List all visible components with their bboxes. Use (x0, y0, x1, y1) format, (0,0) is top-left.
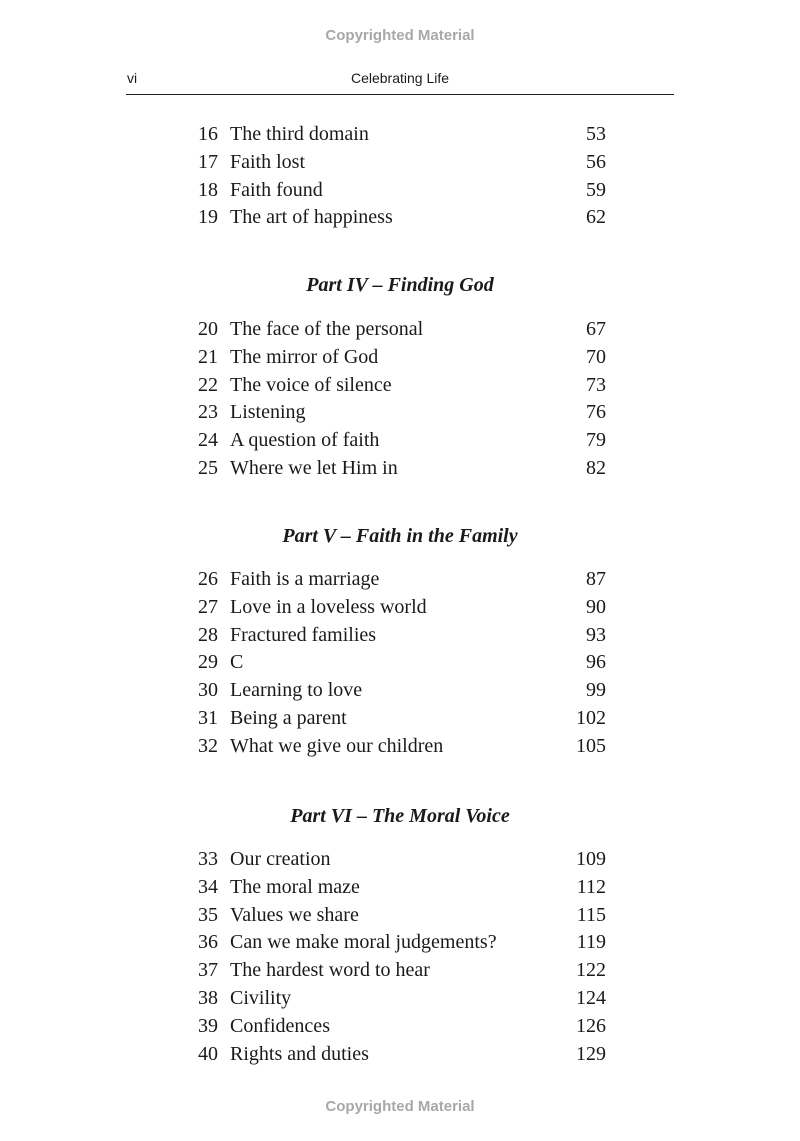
toc-entry (190, 455, 610, 483)
page-number: 126 (576, 1014, 606, 1037)
toc-entry (190, 566, 610, 594)
page-number: 99 (586, 679, 606, 702)
chapter-title: Faith is a marriage (230, 568, 380, 590)
chapter-title: Our creation (230, 848, 331, 870)
page-number: 56 (586, 150, 606, 173)
page-number: 67 (586, 318, 606, 340)
toc-group (190, 566, 610, 761)
chapter-title: A question of faith (230, 429, 380, 452)
running-head (126, 68, 674, 95)
chapter-title: Faith found (230, 178, 323, 201)
toc-entry (190, 985, 610, 1013)
page-number: 73 (586, 373, 606, 396)
chapter-number: 34 (198, 875, 218, 898)
page-number: 119 (576, 931, 606, 954)
toc-entry (190, 204, 610, 232)
chapter-title: Confidences (230, 1014, 330, 1037)
toc-entry (190, 344, 610, 372)
toc-entry (190, 902, 610, 930)
chapter-title: The mirror of God (230, 345, 379, 368)
part-heading: Part VI – The Moral Voice (290, 805, 510, 827)
chapter-number: 27 (198, 595, 218, 618)
chapter-number: 20 (198, 318, 218, 340)
page-number: 109 (576, 848, 606, 870)
chapter-number: 30 (198, 679, 218, 702)
toc-entry (190, 874, 610, 902)
chapter-title: Rights and duties (230, 1042, 369, 1065)
page-number: 53 (586, 123, 606, 145)
chapter-number: 19 (198, 206, 218, 229)
toc-entry (190, 399, 610, 427)
chapter-title: What we give our children (230, 734, 444, 757)
toc-entry (190, 705, 610, 733)
chapter-number: 21 (198, 345, 218, 368)
page-number: 93 (586, 623, 606, 646)
toc-entry (190, 929, 610, 957)
chapter-title: The hardest word to hear (230, 959, 430, 982)
chapter-title: Love in a loveless world (230, 595, 427, 618)
chapter-title: Fractured families (230, 623, 377, 646)
toc-entry (190, 677, 610, 705)
chapter-number: 29 (198, 651, 218, 674)
page-number: 96 (586, 651, 606, 674)
page-number: 115 (576, 903, 606, 926)
page-number: 70 (586, 345, 606, 368)
chapter-title: Can we make moral judgements? (230, 931, 497, 954)
toc-group (190, 846, 610, 1068)
chapter-title: The moral maze (230, 875, 360, 898)
chapter-number: 38 (198, 986, 218, 1009)
chapter-number: 26 (198, 568, 218, 590)
page-number: 59 (586, 178, 606, 201)
toc-entry (190, 594, 610, 622)
chapter-number: 23 (198, 401, 218, 424)
chapter-number: 24 (198, 429, 218, 452)
chapter-number: 17 (198, 150, 218, 173)
chapter-title: Where we let Him in (230, 456, 398, 479)
toc-entry (190, 733, 610, 761)
chapter-number: 39 (198, 1014, 218, 1037)
chapter-number: 22 (198, 373, 218, 396)
chapter-number: 35 (198, 903, 218, 926)
chapter-title: Listening (230, 401, 306, 424)
toc-entry (190, 957, 610, 985)
page-number: 76 (586, 401, 606, 424)
toc-entry (190, 649, 610, 677)
toc-entry (190, 427, 610, 455)
chapter-number: 33 (198, 848, 218, 870)
book-title: Celebrating Life (350, 70, 450, 86)
toc-group (190, 121, 610, 232)
chapter-number: 25 (198, 456, 218, 479)
page-number: 124 (576, 986, 606, 1009)
chapter-number: 40 (198, 1042, 218, 1065)
chapter-number: 16 (198, 123, 218, 145)
chapter-number: 28 (198, 623, 218, 646)
chapter-number: 36 (198, 931, 218, 954)
chapter-title: Being a parent (230, 706, 347, 729)
page-number: 129 (576, 1042, 606, 1065)
chapter-title: The voice of silence (230, 373, 392, 396)
chapter-title: The face of the personal (230, 318, 424, 340)
copyright-watermark-bottom: Copyrighted Material (325, 1098, 475, 1115)
chapter-number: 31 (198, 706, 218, 729)
copyright-watermark-top: Copyrighted Material (325, 27, 475, 44)
toc-entry (190, 149, 610, 177)
page-number: 102 (576, 706, 606, 729)
part-heading: Part IV – Finding God (306, 274, 494, 296)
toc-entry (190, 177, 610, 205)
chapter-title: The art of happiness (230, 206, 393, 229)
toc-entry (190, 316, 610, 344)
toc-entry (190, 372, 610, 400)
chapter-title: Learning to love (230, 679, 363, 702)
part-heading: Part V – Faith in the Family (282, 525, 518, 547)
chapter-number: 18 (198, 178, 218, 201)
toc-entry (190, 622, 610, 650)
chapter-number: 32 (198, 734, 218, 757)
page-number: 122 (576, 959, 606, 982)
page-number: 62 (586, 206, 606, 229)
page-number: 112 (576, 875, 606, 898)
chapter-title: C (230, 651, 244, 674)
chapter-title: The third domain (230, 123, 369, 145)
toc-entry (190, 121, 610, 149)
toc-entry (190, 846, 610, 874)
toc-entry (190, 1041, 610, 1069)
page-number: 87 (586, 568, 606, 590)
chapter-title: Values we share (230, 903, 359, 926)
page-number: 82 (586, 456, 606, 479)
page-number: 90 (586, 595, 606, 618)
page-folio: vi (127, 70, 138, 86)
chapter-number: 37 (198, 959, 218, 982)
page-number: 105 (576, 734, 606, 757)
toc-entry (190, 1013, 610, 1041)
toc-group (190, 316, 610, 483)
chapter-title: Faith lost (230, 150, 306, 173)
chapter-title: Civility (230, 986, 292, 1009)
page-number: 79 (586, 429, 606, 452)
